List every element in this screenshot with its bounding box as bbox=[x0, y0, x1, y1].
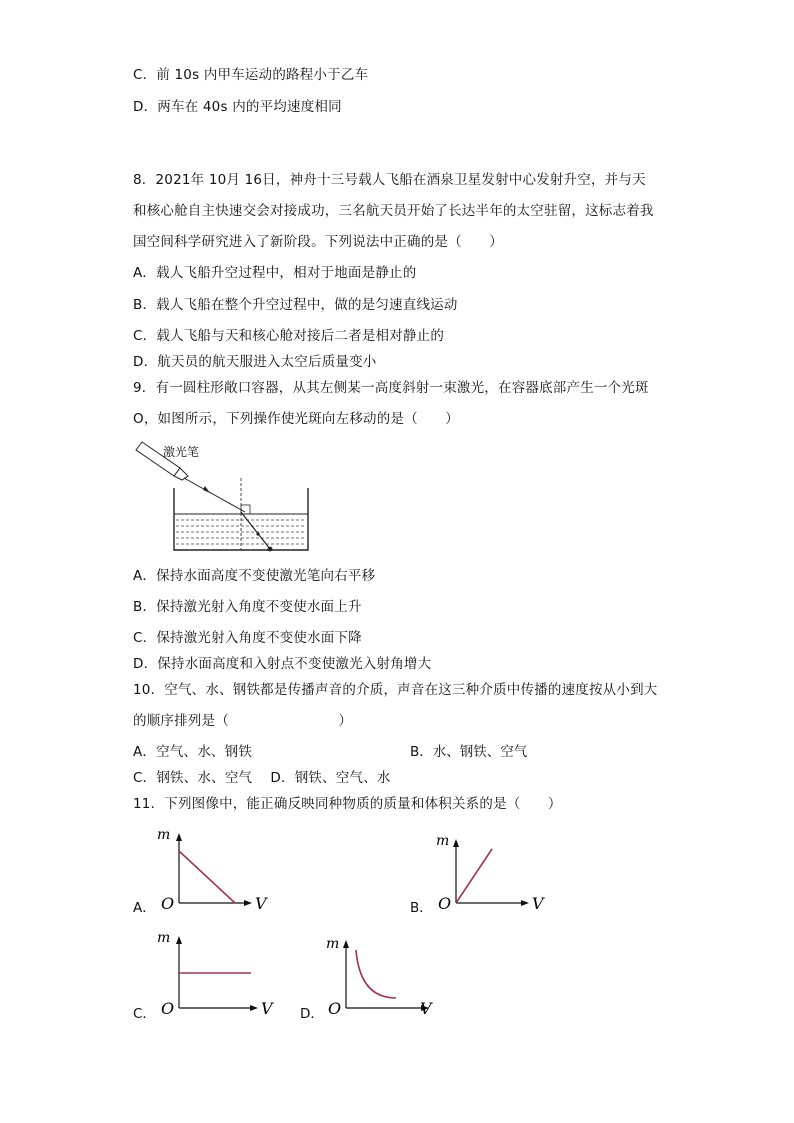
graph-d bbox=[322, 928, 442, 1018]
graph-b-m-label: m bbox=[436, 833, 450, 849]
graph-a-v-label: V bbox=[255, 894, 267, 913]
graph-b-v-label: V bbox=[532, 894, 544, 913]
graph-d-origin-label: O bbox=[328, 999, 342, 1018]
graph-d-curve bbox=[356, 950, 396, 998]
graph-b-line bbox=[456, 849, 492, 903]
graph-c-v-label: V bbox=[261, 999, 273, 1018]
graph-a bbox=[155, 825, 275, 915]
q8-stem-line-2: 和核心舱自主快速交会对接成功，三名航天员开始了长达半年的太空驻留，这标志着我 bbox=[133, 203, 654, 219]
q7-option-c: C．前 10s 内甲车运动的路程小于乙车 bbox=[133, 67, 369, 83]
q8-stem-line-1: 8．2021年 10月 16日，神舟十三号载人飞船在酒泉卫星发射中心发射升空，并与天 bbox=[133, 172, 646, 188]
q10-option-a: A．空气、水、钢铁 bbox=[133, 744, 253, 760]
graph-a-line bbox=[179, 851, 235, 903]
q9-stem-line-2: O，如图所示，下列操作使光斑向左移动的是（ ） bbox=[133, 411, 459, 427]
q9-stem-line-1: 9．有一圆柱形敞口容器，从其左侧某一高度斜射一束激光，在容器底部产生一个光斑 bbox=[133, 380, 649, 396]
q10-option-b: B．水、钢铁、空气 bbox=[410, 744, 528, 760]
q9-option-c: C．保持激光射入角度不变使水面下降 bbox=[133, 630, 362, 646]
graph-c-origin-label: O bbox=[161, 999, 175, 1018]
q9-option-b: B．保持激光射入角度不变使水面上升 bbox=[133, 599, 362, 615]
q9-option-a: A．保持水面高度不变使激光笔向右平移 bbox=[133, 568, 376, 584]
q8-stem-line-3: 国空间科学研究进入了新阶段。下列说法中正确的是（ ） bbox=[133, 234, 503, 250]
laser-pen-label: 激光笔 bbox=[163, 445, 200, 459]
graph-a-m-label: m bbox=[157, 827, 171, 843]
q10-stem-line-2: 的顺序排列是（ ） bbox=[133, 713, 353, 729]
incident-ray bbox=[184, 478, 245, 512]
q7-option-d: D．两车在 40s 内的平均速度相同 bbox=[133, 99, 342, 115]
graph-d-m-label: m bbox=[326, 936, 340, 952]
graph-b-origin-label: O bbox=[438, 894, 452, 913]
q9-option-d: D．保持水面高度和入射点不变使激光入射角增大 bbox=[133, 656, 432, 672]
q8-option-b: B．载人飞船在整个升空过程中，做的是匀速直线运动 bbox=[133, 297, 458, 313]
light-spot-o bbox=[268, 547, 273, 552]
graph-c-letter: C． bbox=[133, 1006, 156, 1022]
laser-container-figure bbox=[130, 438, 320, 558]
refracted-ray bbox=[241, 512, 270, 549]
q8-option-d: D．航天员的航天服进入太空后质量变小 bbox=[133, 354, 377, 370]
q8-option-c: C．载人飞船与天和核心舱对接后二者是相对静止的 bbox=[133, 328, 445, 344]
graph-c bbox=[155, 928, 285, 1018]
q8-option-a: A．载人飞船升空过程中，相对于地面是静止的 bbox=[133, 265, 417, 281]
q10-stem-line-1: 10．空气、水、钢铁都是传播声音的介质，声音在这三种介质中传播的速度按从小到大 bbox=[133, 682, 658, 698]
graph-a-origin-label: O bbox=[161, 894, 175, 913]
graph-a-letter: A． bbox=[133, 900, 156, 916]
graph-b bbox=[432, 825, 552, 915]
q10-option-c-d: C．钢铁、水、空气 D．钢铁、空气、水 bbox=[133, 770, 391, 786]
graph-d-v-label: V bbox=[420, 999, 432, 1018]
graph-c-m-label: m bbox=[157, 930, 171, 946]
graph-b-letter: B． bbox=[410, 900, 433, 916]
graph-d-letter: D． bbox=[300, 1006, 324, 1022]
q11-stem: 11．下列图像中，能正确反映同种物质的质量和体积关系的是（ ） bbox=[133, 796, 562, 812]
